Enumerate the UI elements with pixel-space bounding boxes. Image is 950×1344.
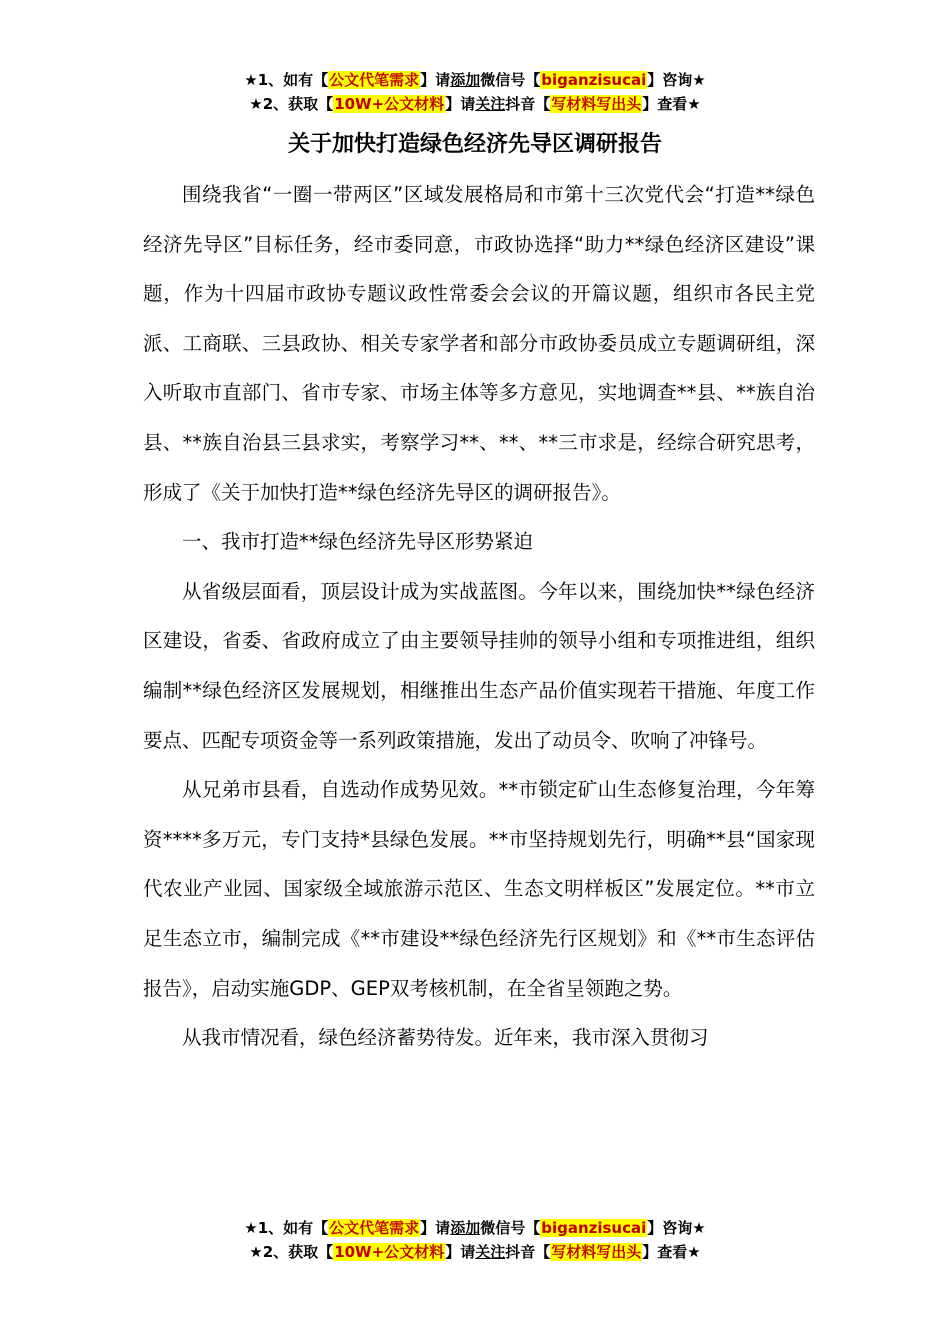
promo-line-1: ★1、如有【公文代笔需求】请添加微信号【biganzisucai】咨询★ xyxy=(244,71,706,89)
document-title: 关于加快打造绿色经济先导区调研报告 xyxy=(287,132,662,157)
highlight-douyin-id: 写材料写出头 xyxy=(551,1243,642,1261)
highlight-service: 公文代笔需求 xyxy=(329,1219,420,1237)
highlight-wechat-id: biganzisucai xyxy=(541,71,647,89)
highlight-materials: 10W+公文材料 xyxy=(334,95,445,113)
document-body xyxy=(143,170,815,1063)
highlight-wechat-id: biganzisucai xyxy=(541,1219,647,1237)
promo-line-2: ★2、获取【10W+公文材料】请关注抖音【写材料写出头】查看★ xyxy=(249,1243,701,1261)
promo-banner-top xyxy=(0,68,950,116)
promo-line-1: ★1、如有【公文代笔需求】请添加微信号【biganzisucai】咨询★ xyxy=(244,1219,706,1237)
promo-line-2: ★2、获取【10W+公文材料】请关注抖音【写材料写出头】查看★ xyxy=(249,95,701,113)
paragraph-intro: 围绕我省“一圈一带两区”区域发展格局和市第十三次党代会“打造**绿色经济先导区”目标任务，经市委同意，市政协选择“助力**绿色经济区建设”课题，作为十四届市政协专题议政性常委会会议的开篇议题，组织市各民主党派、工商联、三县政协、相关专家学者和部分市政协委员成立专题调研组，深入听取市直部门、省市专家、市场主体等多方意见，实地调查**县、**族自治县、**族自治县三县求实，考察学习**、**、**三市求是，经综合研究思考，形成了《关于加快打造**绿色经济先导区的调研报告》。 xyxy=(143,183,815,504)
promo-banner-bottom xyxy=(0,1216,950,1264)
highlight-service: 公文代笔需求 xyxy=(329,71,420,89)
paragraph-provincial: 从省级层面看，顶层设计成为实战蓝图。今年以来，围绕加快**绿色经济区建设，省委、省政府成立了由主要领导挂帅的领导小组和专项推进组，组织编制**绿色经济区发展规划，相继推出生态产品价值实现若干措施、年度工作要点、匹配专项资金等一系列政策措施，发出了动员令、吹响了冲锋号。 xyxy=(143,579,815,752)
highlight-materials: 10W+公文材料 xyxy=(334,1243,445,1261)
section-heading-1: 一、我市打造**绿色经济先导区形势紧迫 xyxy=(182,530,534,554)
paragraph-peer-cities: 从兄弟市县看，自选动作成势见效。**市锁定矿山生态修复治理，今年筹资****多万元，专门支持*县绿色发展。**市坚持规划先行，明确**县“国家现代农业产业园、国家级全域旅游示范区、生态文明样板区”发展定位。**市立足生态立市，编制完成《**市建设**绿色经济先行区规划》和《**市生态评估报告》，启动实施GDP、GEP双考核机制，在全省呈领跑之势。 xyxy=(143,778,815,1000)
highlight-douyin-id: 写材料写出头 xyxy=(551,95,642,113)
paragraph-our-city: 从我市情况看，绿色经济蓄势待发。近年来，我市深入贯彻习 xyxy=(182,1026,709,1050)
